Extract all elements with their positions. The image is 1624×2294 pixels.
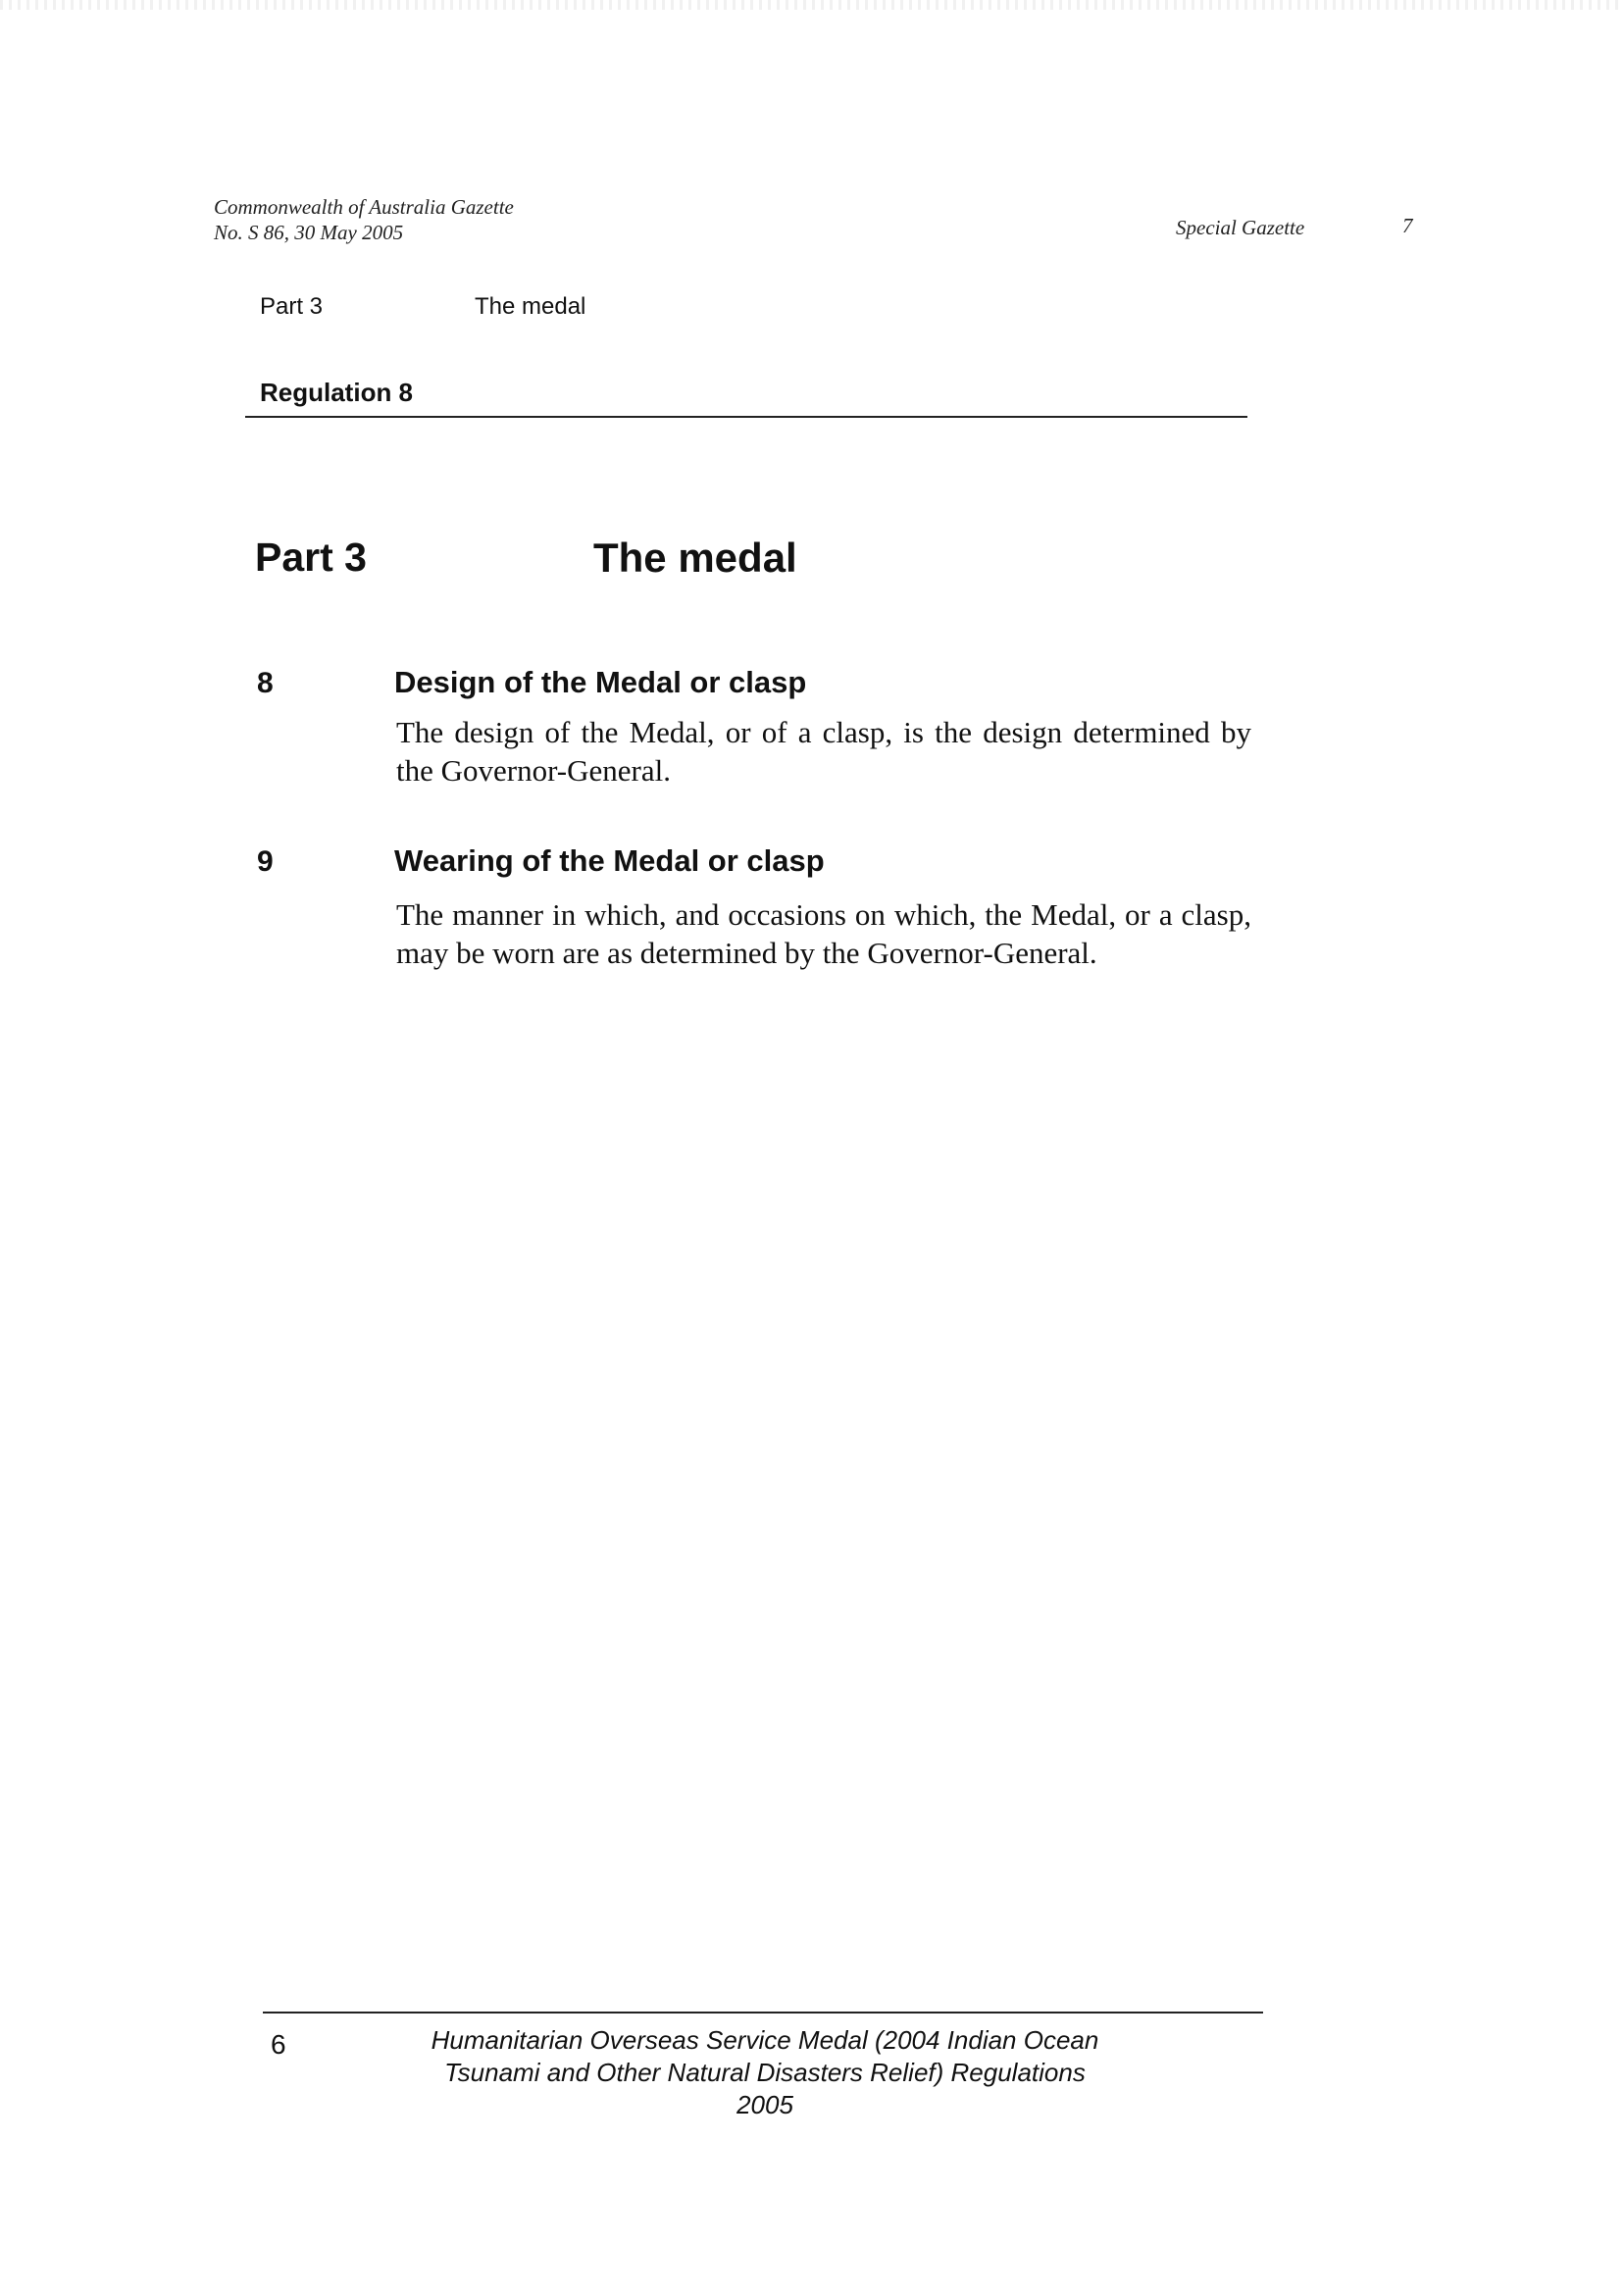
running-head-regulation: Regulation 8: [260, 378, 414, 407]
footer-page-number: 6: [271, 2029, 286, 2060]
part-heading: Part 3: [255, 535, 367, 580]
gazette-type: Special Gazette: [1176, 216, 1305, 239]
section-text: The manner in which, and occasions on which, the Medal, or a clasp, may be worn are as determined by the Governor-General.: [396, 897, 1251, 970]
section-heading: Wearing of the Medal or clasp: [394, 843, 825, 878]
footer-title-line: Tsunami and Other Natural Disasters Relief) Regulations: [444, 2058, 1086, 2087]
running-head-part: Part 3: [260, 293, 324, 320]
gazette-title: Commonwealth of Australia Gazette: [214, 195, 514, 219]
header-rule: [245, 416, 1247, 418]
scan-edge-noise: [0, 0, 1624, 10]
gazette-page-number: 7: [1402, 214, 1413, 237]
section-number: 9: [257, 845, 274, 878]
footer-rule: [263, 2012, 1263, 2014]
footer-title: [412, 2024, 1118, 2121]
part-title: The medal: [593, 535, 797, 581]
section-text: The design of the Medal, or of a clasp, is the design determined by the Governor-General.: [396, 715, 1251, 788]
footer-title-line: 2005: [736, 2090, 793, 2119]
section-number: 8: [257, 667, 274, 699]
section-heading: Design of the Medal or clasp: [394, 665, 807, 699]
gazette-number: No. S 86, 30 May 2005: [214, 221, 404, 244]
running-head-title: The medal: [475, 293, 586, 320]
footer-title-line: Humanitarian Overseas Service Medal (2004 Indian Ocean: [431, 2025, 1099, 2055]
